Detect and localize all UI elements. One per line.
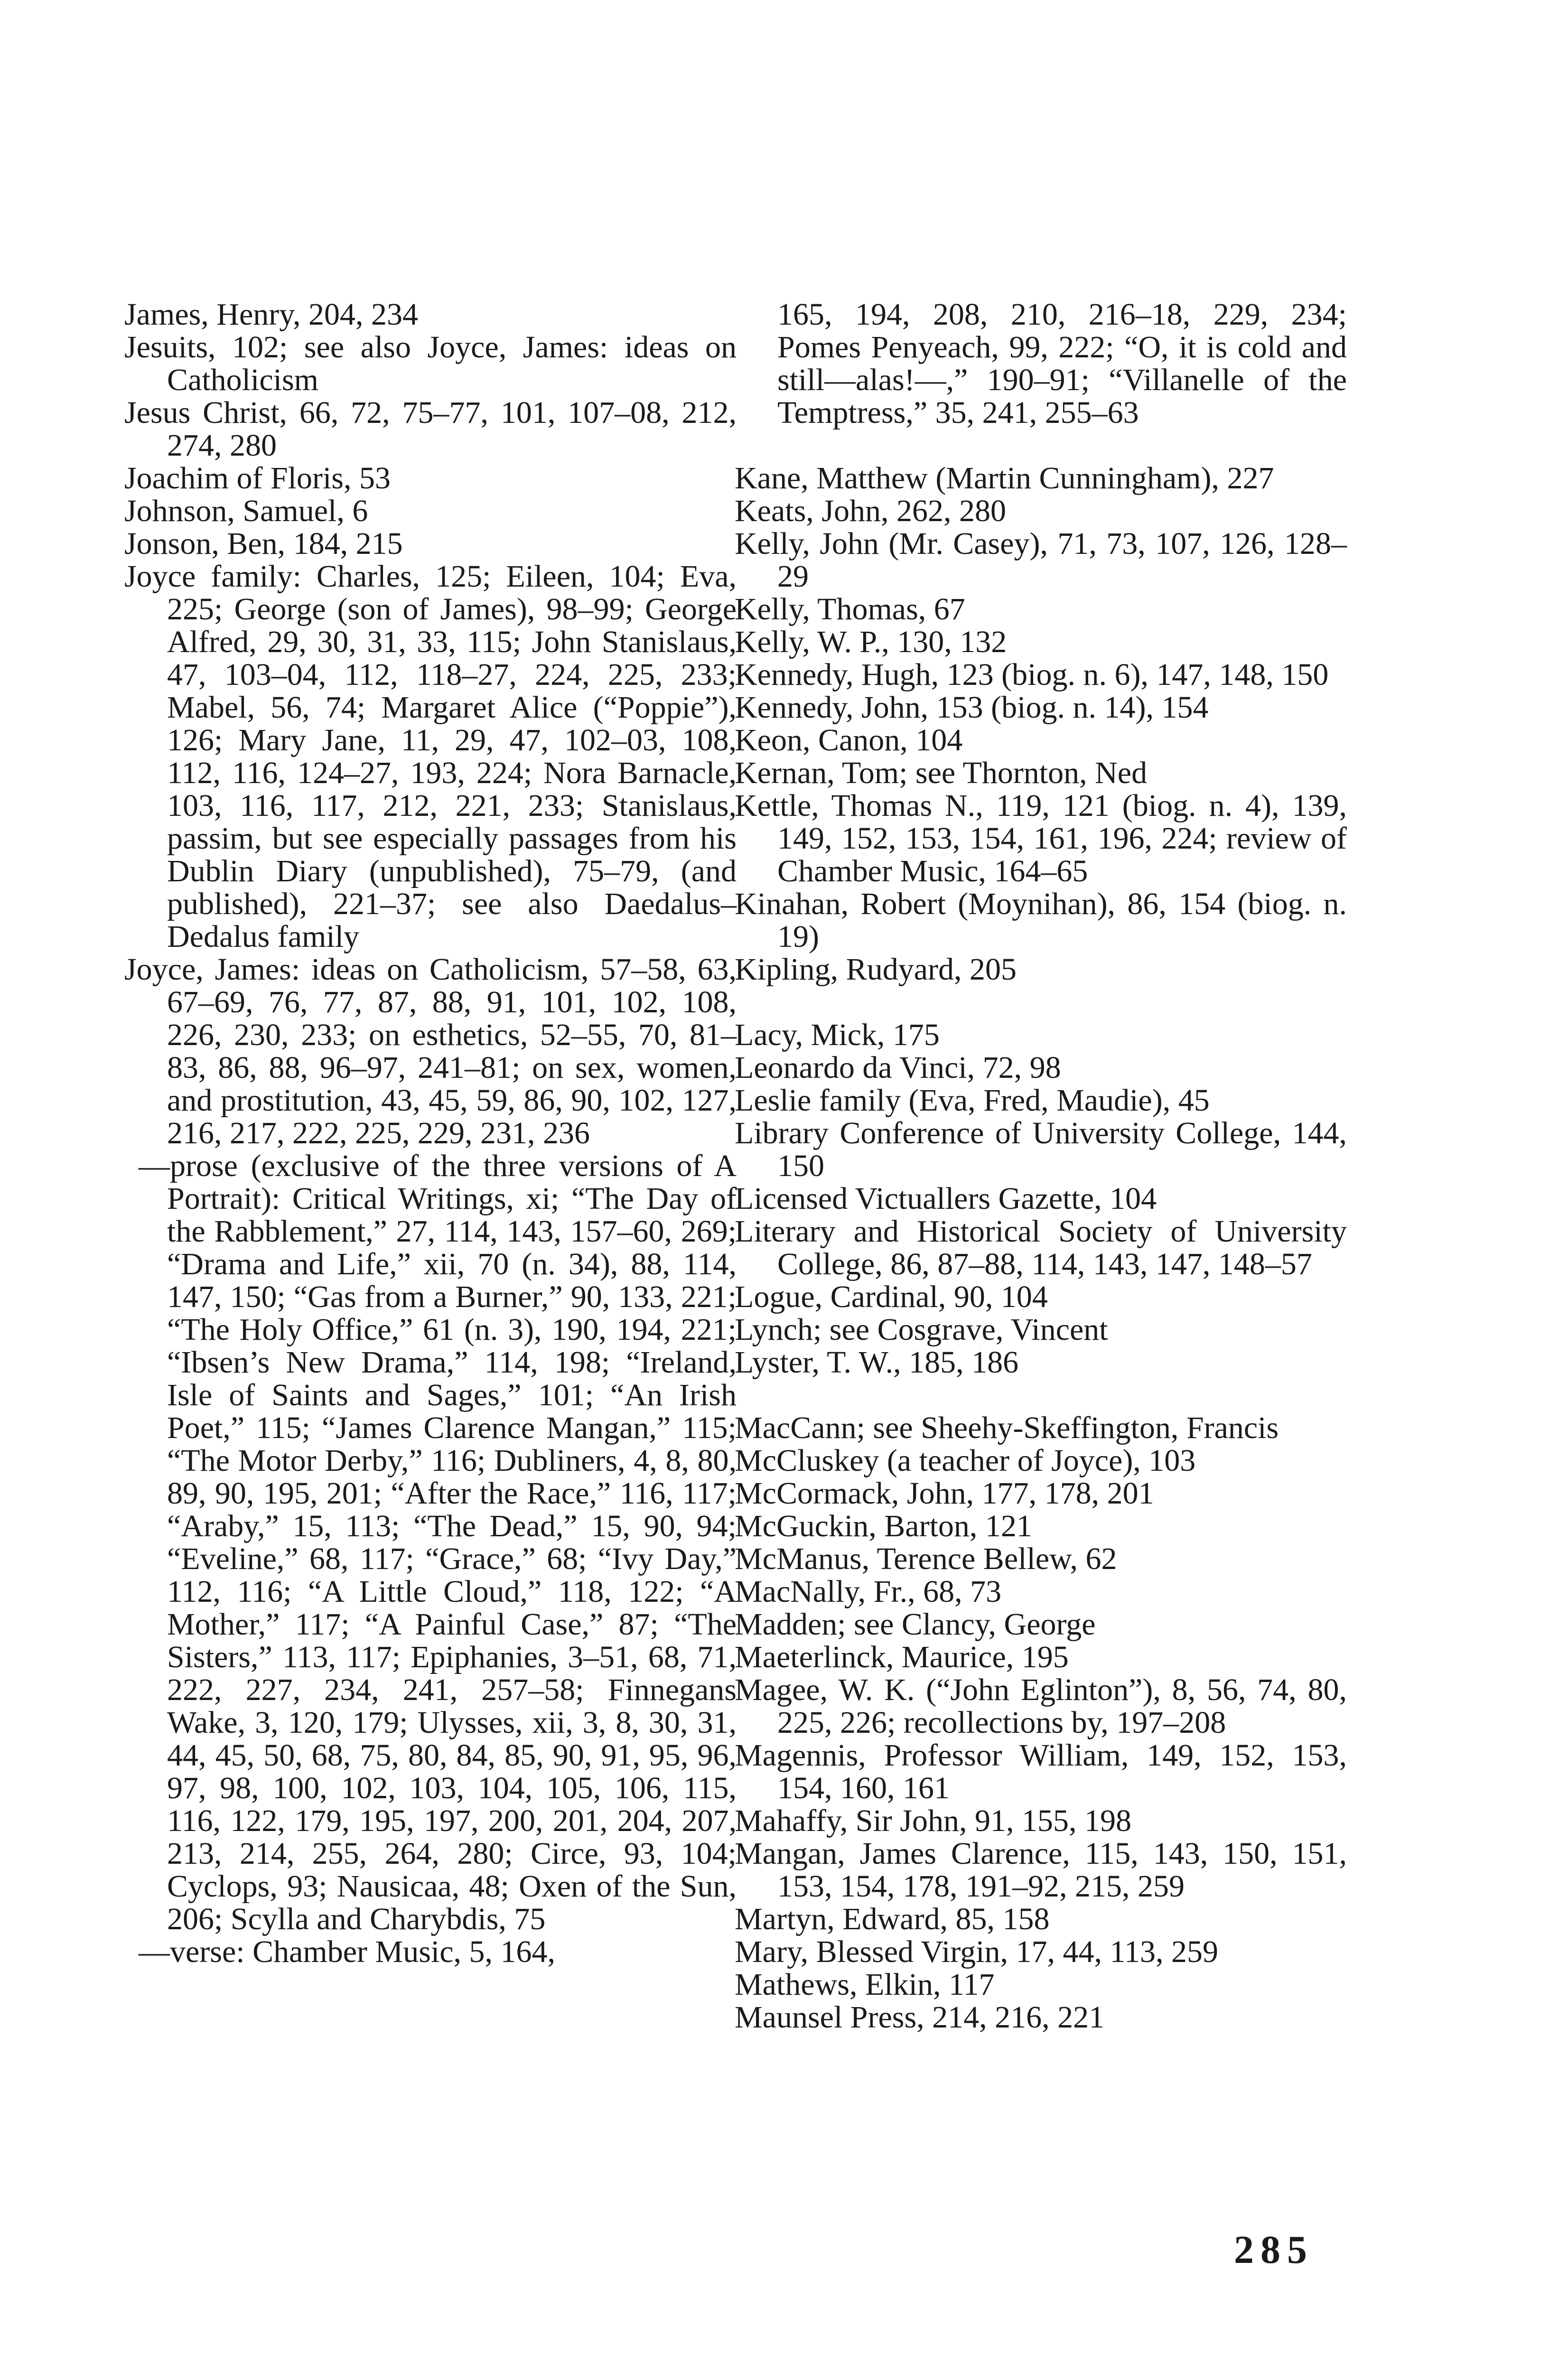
index-entry: Mahaffy, Sir John, 91, 155, 198 bbox=[735, 1803, 1131, 1838]
index-entry: Joyce family: Charles, 125; Eileen, 104; Eva, 225; George (son of James), 98–99; George Alfred, 29, 30, 31, 33, 115; John Stanislaus, 47, 103–04, 112, 118–27, 224, 225, 233; Mabel, 56, 74; Margaret Alice (“Poppie”), 126; Mary Jane, 11, 29, 47, 102–03, 108, 112, 116, 124–27, 193, 224; Nora Barnacle, 103, 116, 117, 212, 221, 233; Stanislaus, passim, but see especially passages from his Dublin Diary (unpublished), 75–79, (and published), 221–37; see also Daedalus–Dedalus family bbox=[124, 559, 737, 954]
index-column-left bbox=[124, 298, 737, 1968]
index-entry: Kane, Matthew (Martin Cunningham), 227 bbox=[735, 461, 1274, 495]
index-entry: Kettle, Thomas N., 119, 121 (biog. n. 4), 139, 149, 152, 153, 154, 161, 196, 224; review of Chamber Music, 164–65 bbox=[735, 788, 1347, 888]
index-entry: Kennedy, John, 153 (biog. n. 14), 154 bbox=[735, 690, 1209, 725]
index-entry: McGuckin, Barton, 121 bbox=[735, 1509, 1032, 1543]
index-entry: Mary, Blessed Virgin, 17, 44, 113, 259 bbox=[735, 1934, 1219, 1969]
index-entry: Jesuits, 102; see also Joyce, James: ideas on Catholicism bbox=[124, 330, 737, 397]
index-entry: McCluskey (a teacher of Joyce), 103 bbox=[735, 1443, 1196, 1478]
index-entry: Kipling, Rudyard, 205 bbox=[735, 952, 1017, 987]
index-subentry: —verse: Chamber Music, 5, 164, bbox=[139, 1934, 556, 1969]
section-gap bbox=[735, 429, 1347, 462]
index-entry: Kernan, Tom; see Thornton, Ned bbox=[735, 756, 1148, 790]
index-entry: Literary and Historical Society of University College, 86, 87–88, 114, 143, 147, 148–57 bbox=[735, 1214, 1347, 1281]
index-entry: Kinahan, Robert (Moynihan), 86, 154 (biog. n. 19) bbox=[735, 887, 1347, 954]
page-number: 285 bbox=[1234, 2228, 1314, 2272]
index-entry: Joyce, James: ideas on Catholicism, 57–58, 63, 67–69, 76, 77, 87, 88, 91, 101, 102, 108, 226, 230, 233; on esthetics, 52–55, 70, 81–83, 86, 88, 96–97, 241–81; on sex, women, and prostitution, 43, 45, 59, 86, 90, 102, 127, 216, 217, 222, 225, 229, 231, 236 bbox=[124, 952, 737, 1150]
index-entry: Mangan, James Clarence, 115, 143, 150, 151, 153, 154, 178, 191–92, 215, 259 bbox=[735, 1836, 1347, 1904]
index-entry: Lacy, Mick, 175 bbox=[735, 1018, 940, 1052]
index-entry: 165, 194, 208, 210, 216–18, 229, 234; Pomes Penyeach, 99, 222; “O, it is cold and still—alas!—,” 190–91; “Villanelle of the Temptress,” 35, 241, 255–63 bbox=[777, 297, 1347, 430]
index-entry: Keats, John, 262, 280 bbox=[735, 494, 1006, 528]
index-entry: Logue, Cardinal, 90, 104 bbox=[735, 1280, 1048, 1314]
index-entry: James, Henry, 204, 234 bbox=[124, 297, 418, 332]
index-entry: Magennis, Professor William, 149, 152, 153, 154, 160, 161 bbox=[735, 1738, 1347, 1805]
index-entry: Kennedy, Hugh, 123 (biog. n. 6), 147, 148, 150 bbox=[735, 657, 1329, 692]
index-entry: Maeterlinck, Maurice, 195 bbox=[735, 1640, 1069, 1674]
index-entry: Joachim of Floris, 53 bbox=[124, 461, 391, 495]
index-entry: Kelly, W. P., 130, 132 bbox=[735, 625, 1007, 659]
index-subentry: —prose (exclusive of the three versions of A Portrait): Critical Writings, xi; “The Day of the Rabblement,” 27, 114, 143, 157–60, 269; “Drama and Life,” xii, 70 (n. 34), 88, 114, 147, 150; “Gas from a Burner,” 90, 133, 221; “The Holy Office,” 61 (n. 3), 190, 194, 221; “Ibsen’s New Drama,” 114, 198; “Ireland, Isle of Saints and Sages,” 101; “An Irish Poet,” 115; “James Clarence Mangan,” 115; “The Motor Derby,” 116; Dubliners, 4, 8, 80, 89, 90, 195, 201; “After the Race,” 116, 117; “Araby,” 15, 113; “The Dead,” 15, 90, 94; “Eveline,” 68, 117; “Grace,” 68; “Ivy Day,” 112, 116; “A Little Cloud,” 118, 122; “A Mother,” 117; “A Painful Case,” 87; “The Sisters,” 113, 117; Epiphanies, 3–51, 68, 71, 222, 227, 234, 241, 257–58; Finnegans Wake, 3, 120, 179; Ulysses, xii, 3, 8, 30, 31, 44, 45, 50, 68, 75, 80, 84, 85, 90, 91, 95, 96, 97, 98, 100, 102, 103, 104, 105, 106, 115, 116, 122, 179, 195, 197, 200, 201, 204, 207, 213, 214, 255, 264, 280; Circe, 93, 104; Cyclops, 93; Nausicaa, 48; Oxen of the Sun, 206; Scylla and Charybdis, 75 bbox=[139, 1149, 737, 1936]
section-gap bbox=[735, 1379, 1347, 1411]
index-entry: Keon, Canon, 104 bbox=[735, 723, 963, 757]
index-column-right bbox=[735, 298, 1347, 2034]
index-entry: Maunsel Press, 214, 216, 221 bbox=[735, 2000, 1105, 2035]
index-entry: Madden; see Clancy, George bbox=[735, 1607, 1096, 1642]
index-entry: Magee, W. K. (“John Eglinton”), 8, 56, 74, 80, 225, 226; recollections by, 197–208 bbox=[735, 1672, 1347, 1740]
index-entry: Martyn, Edward, 85, 158 bbox=[735, 1902, 1050, 1936]
index-entry: Lyster, T. W., 185, 186 bbox=[735, 1345, 1019, 1380]
index-entry: MacCann; see Sheehy-Skeffington, Francis bbox=[735, 1411, 1279, 1445]
index-entry: Jesus Christ, 66, 72, 75–77, 101, 107–08, 212, 274, 280 bbox=[124, 395, 737, 463]
index-entry: Johnson, Samuel, 6 bbox=[124, 494, 368, 528]
index-entry: Library Conference of University College, 144, 150 bbox=[735, 1116, 1347, 1183]
index-entry: Mathews, Elkin, 117 bbox=[735, 1967, 995, 2002]
index-entry: MacNally, Fr., 68, 73 bbox=[735, 1574, 1002, 1609]
index-entry: Leonardo da Vinci, 72, 98 bbox=[735, 1050, 1061, 1085]
index-entry: Leslie family (Eva, Fred, Maudie), 45 bbox=[735, 1083, 1210, 1118]
section-gap bbox=[735, 986, 1347, 1018]
index-entry: McManus, Terence Bellew, 62 bbox=[735, 1542, 1117, 1576]
index-entry: Lynch; see Cosgrave, Vincent bbox=[735, 1312, 1108, 1347]
index-entry: McCormack, John, 177, 178, 201 bbox=[735, 1476, 1154, 1511]
index-entry: Licensed Victuallers Gazette, 104 bbox=[735, 1181, 1157, 1216]
index-entry: Kelly, John (Mr. Casey), 71, 73, 107, 126, 128–29 bbox=[735, 526, 1347, 594]
index-entry: Jonson, Ben, 184, 215 bbox=[124, 526, 403, 561]
index-entry: Kelly, Thomas, 67 bbox=[735, 592, 965, 626]
